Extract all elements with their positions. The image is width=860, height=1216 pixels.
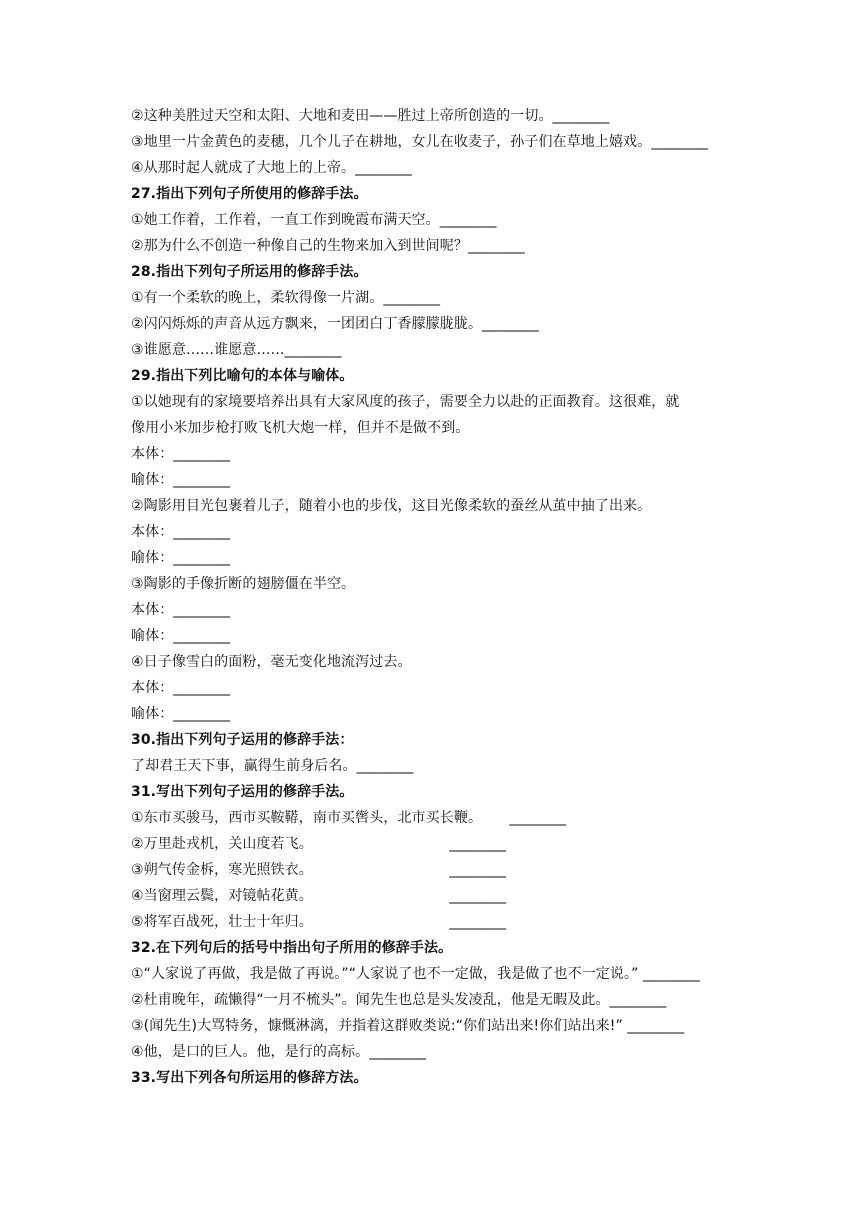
text-line: ①以她现有的家境要培养出具有大家风度的孩子，需要全力以赴的正面教育。这很难，就 [131, 394, 680, 410]
question-heading: 30.指出下列句子运用的修辞手法： [131, 732, 354, 748]
text-line: 本体：________ [131, 524, 231, 540]
text-line: ①有一个柔软的晚上，柔软得像一片湖。________ [131, 290, 441, 306]
question-heading: 33.写出下列各句所运用的修辞方法。 [131, 1070, 368, 1086]
text-line: ③谁愿意……谁愿意……________ [131, 342, 342, 358]
text-line: 本体：________ [131, 602, 231, 618]
text-line: ②陶影用目光包裹着儿子，随着小也的步伐，这目光像柔软的蚕丝从茧中抽了出来。 [131, 498, 652, 514]
text-line: ④他，是口的巨人。他，是行的高标。________ [131, 1044, 427, 1060]
text-line: 喻体：________ [131, 628, 231, 644]
text-line: ④当窗理云鬓，对镜帖花黄。 ________ [131, 888, 507, 904]
text-line: ②闪闪烁烁的声音从远方飘来，一团团白丁香朦朦胧胧。________ [131, 316, 539, 332]
text-line: ③朔气传金柝，寒光照铁衣。 ________ [131, 862, 507, 878]
text-line: 本体：________ [131, 680, 231, 696]
text-line: ③地里一片金黄色的麦穗，几个儿子在耕地，女儿在收麦子，孙子们在草地上嬉戏。________ [131, 134, 709, 150]
question-heading: 31.写出下列句子运用的修辞手法。 [131, 784, 354, 800]
text-line: ①东市买骏马，西市买鞍鞯，南市买辔头，北市买长鞭。 ________ [131, 810, 567, 826]
text-line: ②杜甫晚年，疏懒得“一月不梳头”。闻先生也总是头发凌乱，他是无暇及此。________ [131, 992, 667, 1008]
text-line: ②万里赴戎机，关山度若飞。 ________ [131, 836, 507, 852]
text-line: 喻体：________ [131, 472, 231, 488]
question-heading: 32.在下列句后的括号中指出句子所用的修辞手法。 [131, 940, 453, 956]
question-heading: 28.指出下列句子所运用的修辞手法。 [131, 264, 368, 280]
text-line: 喻体：________ [131, 550, 231, 566]
text-line: ⑤将军百战死，壮士十年归。 ________ [131, 914, 507, 930]
text-line: 像用小米加步枪打败飞机大炮一样，但并不是做不到。 [131, 420, 470, 436]
question-heading: 27.指出下列句子所使用的修辞手法。 [131, 186, 368, 202]
text-line: ④日子像雪白的面粉，毫无变化地流泻过去。 [131, 654, 412, 670]
text-line: ②那为什么不创造一种像自己的生物来加入到世间呢？________ [131, 238, 525, 254]
text-line: ①她工作着，工作着，一直工作到晚霞布满天空。________ [131, 212, 497, 228]
text-line: ③陶影的手像折断的翅膀僵在半空。 [131, 576, 356, 592]
text-line: 本体：________ [131, 446, 231, 462]
text-line: 了却君王天下事，赢得生前身后名。________ [131, 758, 414, 774]
text-line: ③(闻先生)大骂特务，慷慨淋漓，并指着这群败类说:“你们站出来!你们站出来!” ________ [131, 1018, 685, 1034]
text-line: 喻体：________ [131, 706, 231, 722]
question-heading: 29.指出下列比喻句的本体与喻体。 [131, 368, 354, 384]
text-line: ②这种美胜过天空和太阳、大地和麦田——胜过上帝所创造的一切。________ [131, 108, 610, 124]
text-line: ④从那时起人就成了大地上的上帝。________ [131, 160, 412, 176]
text-line: ①“人家说了再做，我是做了再说。”“人家说了也不一定做，我是做了也不一定说。” ________ [131, 966, 700, 982]
